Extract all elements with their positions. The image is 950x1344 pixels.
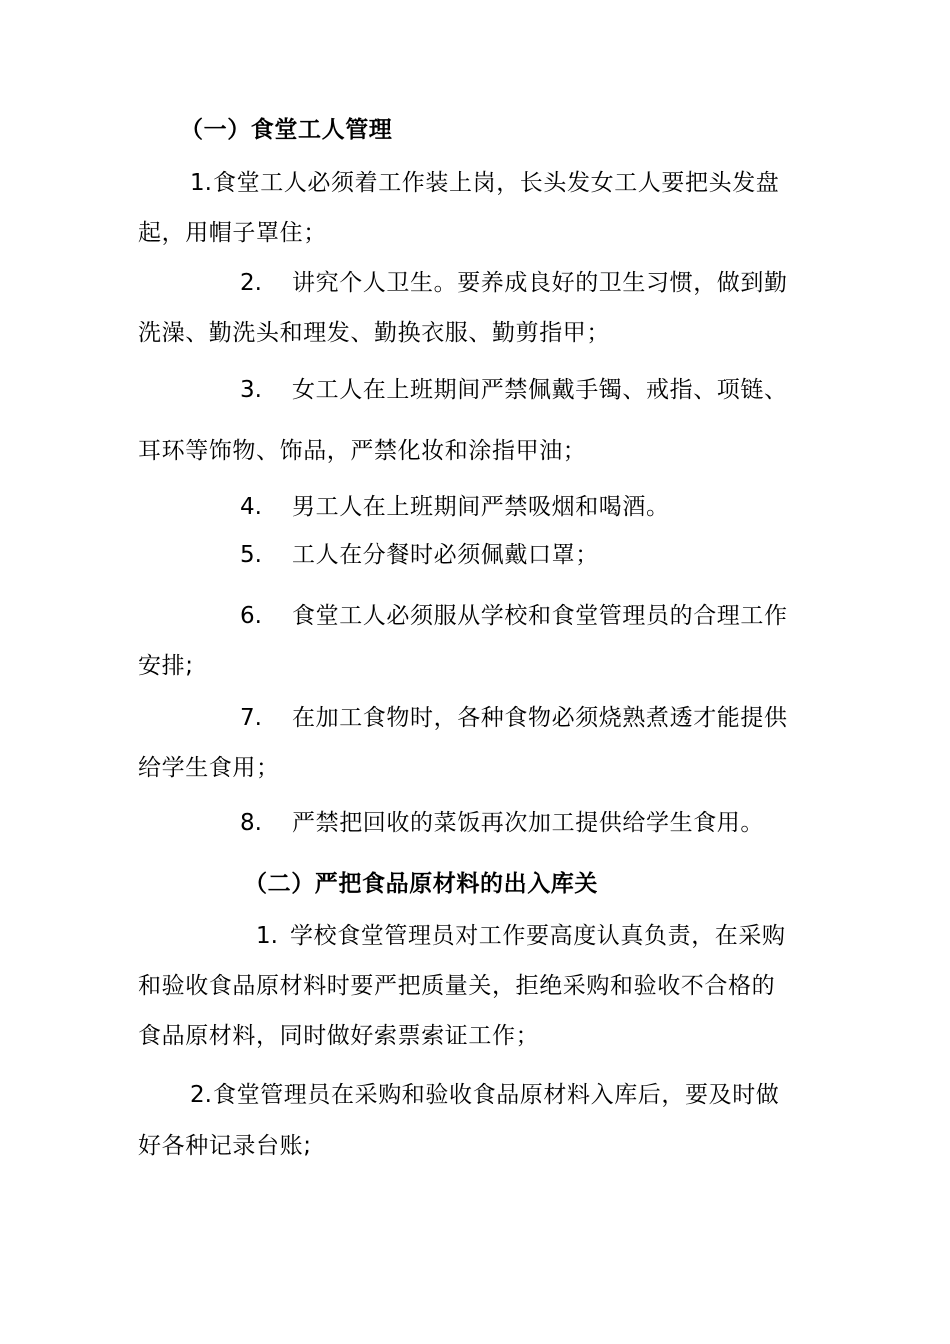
item-number: 1. bbox=[256, 923, 278, 949]
item-text-continued: 安排; bbox=[138, 653, 194, 679]
item-text-continued: 食品原材料，同时做好索票索证工作； bbox=[138, 1023, 540, 1049]
item-number: 7. bbox=[240, 705, 262, 731]
section-heading: （一）食堂工人管理 bbox=[180, 117, 393, 143]
item-text-continued: 给学生食用； bbox=[138, 755, 280, 781]
item-text: 讲究个人卫生。要养成良好的卫生习惯，做到勤 bbox=[292, 270, 788, 296]
item-text: 严禁把回收的菜饭再次加工提供给学生食用。 bbox=[292, 810, 764, 836]
item-number: 2. bbox=[240, 270, 262, 296]
item-text-continued: 和验收食品原材料时要严把质量关，拒绝采购和验收不合格的 bbox=[138, 973, 776, 999]
item-text: 女工人在上班期间严禁佩戴手镯、戒指、项链、 bbox=[292, 377, 788, 403]
item-number: 3. bbox=[240, 377, 262, 403]
item-text: 食堂管理员在采购和验收食品原材料入库后，要及时做 bbox=[213, 1082, 780, 1108]
item-number: 8. bbox=[240, 810, 262, 836]
item-number: 4. bbox=[240, 494, 262, 520]
item-text: 食堂工人必须服从学校和食堂管理员的合理工作 bbox=[292, 603, 788, 629]
item-text-continued: 好各种记录台账; bbox=[138, 1133, 312, 1159]
item-text: 男工人在上班期间严禁吸烟和喝酒。 bbox=[292, 494, 670, 520]
item-text-continued: 洗澡、勤洗头和理发、勤换衣服、勤剪指甲； bbox=[138, 320, 610, 346]
item-text: 在加工食物时，各种食物必须烧熟煮透才能提供 bbox=[292, 705, 788, 731]
item-text: 学校食堂管理员对工作要高度认真负责，在采购 bbox=[290, 923, 786, 949]
item-number: 6. bbox=[240, 603, 262, 629]
item-number: 1. bbox=[190, 170, 212, 196]
item-number: 2. bbox=[190, 1082, 212, 1108]
item-number: 5. bbox=[240, 542, 262, 568]
section-heading: （二）严把食品原材料的出入库关 bbox=[244, 871, 598, 897]
item-text: 工人在分餐时必须佩戴口罩； bbox=[292, 542, 599, 568]
item-text-continued: 起，用帽子罩住； bbox=[138, 220, 327, 246]
item-text: 食堂工人必须着工作装上岗，长头发女工人要把头发盘 bbox=[213, 170, 780, 196]
item-text-continued: 耳环等饰物、饰品，严禁化妆和涂指甲油； bbox=[138, 438, 587, 464]
